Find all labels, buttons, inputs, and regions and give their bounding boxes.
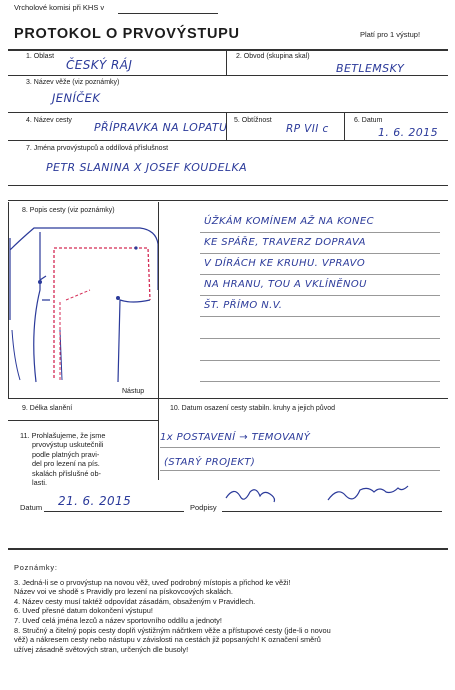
field-date-value: 1. 6. 2015: [378, 126, 438, 139]
note-item: 8. Stručný a čitelný popis cesty doplň výstižným náčrtkem věže a přístupové cesty (jde-li o novou: [14, 625, 331, 635]
route-sketch: [10, 228, 158, 382]
field-bolts-label: 10. Datum osazení cesty stabiln. kruhy a jejich původ: [170, 405, 335, 412]
field-district-label: 2. Obvod (skupina skal): [236, 53, 310, 60]
field-grade-value: RP VII c: [286, 123, 329, 135]
date-value: 21. 6. 2015: [58, 494, 132, 508]
date-label: Datum: [20, 503, 43, 512]
field-area-label: 1. Oblast: [26, 53, 55, 60]
field-route-value: PŘÍPRAVKA NA LOPATU: [94, 121, 228, 134]
note-item: 4. Název cesty musí taktéž odpovídat zásadám, obsaženým v Pravidlech.: [14, 596, 256, 606]
bolts-line-2: (STARÝ PROJEKT): [164, 457, 256, 468]
field-climbers-value: PETR SLANINA X JOSEF KOUDELKA: [46, 161, 248, 174]
field-description-label: 8. Popis cesty (viz poznámky): [22, 207, 115, 214]
field-rappel-label: 9. Délka slanění: [22, 405, 73, 412]
notes-section: [14, 563, 331, 654]
page-title: PROTOKOL O PRVOVÝSTUPU: [14, 26, 240, 42]
sketch-start-label: Nástup: [122, 388, 145, 395]
note-item: 3. Jedná-li se o prvovýstup na novou věž, uveď podrobný místopis a přichod ke věži!: [14, 577, 291, 587]
field-area-value: ČESKÝ RÁJ: [66, 58, 133, 72]
committee-line: Vrcholové komisi při KHS v: [14, 3, 105, 12]
signatures-label: Podpisy: [190, 503, 217, 512]
description-line-1: ÚŽKÁM KOMÍNEM AŽ NA KONEC: [204, 216, 375, 227]
description-line-2: KE SPÁŘE, TRAVERZ DOPRAVA: [204, 237, 366, 248]
description-line-4: NA HRANU, TOU A VKLÍNĚNOU: [204, 279, 367, 290]
bolts-line-1: 1x POSTAVENÍ → TEMOVANÝ: [160, 432, 311, 443]
description-line-5: ŠT. PŘÍMO N.V.: [204, 300, 283, 311]
validity-note: Platí pro 1 výstup!: [360, 30, 421, 39]
signature-2: [328, 486, 408, 500]
field-date-label: 6. Datum: [354, 117, 383, 124]
declaration-text: 11. Prohlašujeme, že jsme prvovýstup uskutečnili podle platných pravi- del pro lezení na pís. skalách příslušné ob- lasti.: [20, 431, 106, 488]
note-item: Název voi ve shodě s Pravidly pro lezení na pískovcových skalách.: [14, 587, 233, 597]
note-item: 6. Uveď přesné datum dokončení výstupu!: [14, 606, 153, 616]
note-item: věž) a nákresem cesty nebo nástupu v závislosti na cestách již popsaných! K označení směrů: [14, 635, 321, 645]
notes-heading: Poznámky:: [14, 563, 58, 572]
field-tower-value: JENÍČEK: [52, 91, 101, 105]
field-district-value: BETLEMSKY: [336, 62, 405, 75]
note-item: 7. Uveď celá jména lezců a název sportovního oddílu a jednoty!: [14, 615, 222, 625]
description-line-3: V DÍRÁCH KE KRUHU. VPRAVO: [204, 258, 366, 269]
note-item: užívej zásadně světových stran, určených dle busoly!: [14, 644, 189, 654]
field-tower-label: 3. Název věže (viz poznámky): [26, 79, 120, 86]
field-climbers-label: 7. Jména prvovýstupců a oddílová příslušnost: [26, 145, 169, 152]
signature-1: [226, 490, 275, 502]
field-route-label: 4. Název cesty: [26, 117, 72, 124]
field-grade-label: 5. Obtížnost: [234, 117, 272, 124]
